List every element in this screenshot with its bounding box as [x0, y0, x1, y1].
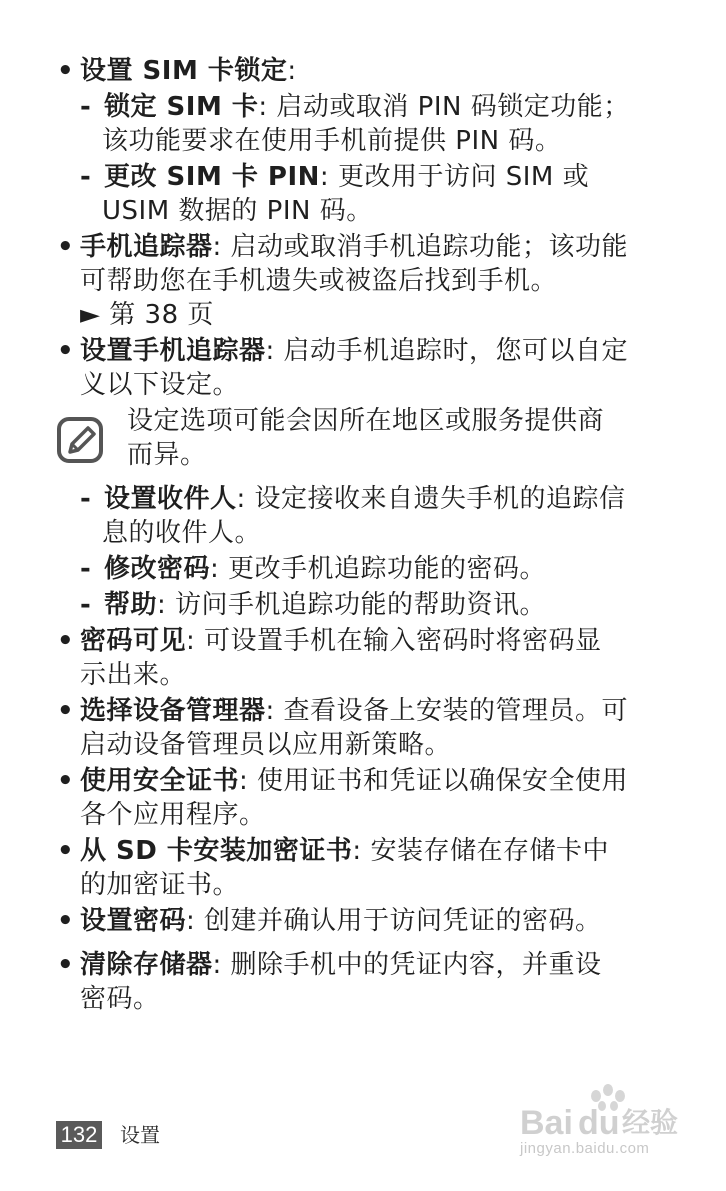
item-description: 启动或取消手机追踪功能；该功能 — [221, 232, 629, 262]
item-text-line: 密码。 — [80, 984, 160, 1014]
item-text-line: 示出来。 — [80, 660, 187, 690]
item-term: 清除存储器 — [80, 950, 213, 980]
note-text-line: 设定选项可能会因所在地区或服务提供商 — [127, 406, 605, 436]
item-term: 从 SD 卡安装加密证书 — [80, 836, 353, 866]
item-separator: : — [319, 162, 330, 192]
bullet-marker: • — [57, 232, 74, 262]
item-separator: : — [265, 336, 275, 366]
item-separator: : — [186, 626, 196, 656]
svg-text:Bai: Bai — [520, 1104, 573, 1142]
item-text-line — [80, 230, 628, 264]
item-text-line — [104, 552, 546, 586]
item-text-line: 息的收件人。 — [102, 518, 262, 548]
item-text-line — [104, 160, 589, 194]
note-pencil-icon — [56, 416, 104, 464]
item-description: 启动手机追踪时，您可以自定 — [274, 336, 629, 366]
item-separator: : — [352, 836, 362, 866]
item-text-line — [80, 624, 602, 658]
dash-marker: - — [80, 92, 91, 122]
item-description: 使用证书和凭证以确保安全使用 — [248, 766, 629, 796]
bullet-marker: • — [57, 336, 74, 366]
dash-marker: - — [80, 554, 91, 584]
svg-text:du: du — [578, 1104, 620, 1142]
item-text-line — [80, 694, 628, 728]
item-term: 手机追踪器 — [80, 232, 213, 262]
item-description: 查看设备上安装的管理员。可 — [274, 696, 629, 726]
svg-text:经验: 经验 — [622, 1106, 679, 1139]
item-text-line — [80, 54, 297, 88]
item-text-line — [80, 904, 602, 938]
item-separator: : — [236, 484, 246, 514]
item-description: 访问手机追踪功能的帮助资讯。 — [166, 590, 547, 620]
item-description: 安装存储在存储卡中 — [361, 836, 609, 866]
item-text-line: 义以下设定。 — [80, 370, 240, 400]
dash-marker: - — [80, 484, 91, 514]
item-text-line: 可帮助您在手机遗失或被盗后找到手机。 — [80, 266, 558, 296]
dash-marker: - — [80, 590, 91, 620]
item-text-line: ► 第 38 页 — [80, 300, 214, 330]
page-number: 132 — [56, 1121, 102, 1149]
bullet-marker: • — [57, 766, 74, 796]
item-text-line: USIM 数据的 PIN 码。 — [102, 196, 373, 226]
item-separator: : — [212, 950, 222, 980]
bullet-marker: • — [57, 696, 74, 726]
item-separator: : — [186, 906, 196, 936]
item-separator: : — [239, 766, 249, 796]
item-description: 创建并确认用于访问凭证的密码。 — [195, 906, 602, 936]
item-separator: : — [157, 590, 167, 620]
item-term: 设置收件人 — [104, 484, 237, 514]
item-term: 修改密码 — [104, 554, 211, 584]
item-term: 设置密码 — [80, 906, 187, 936]
note-text-line: 而异。 — [127, 440, 207, 470]
item-term: 锁定 SIM 卡 — [104, 92, 259, 122]
item-term: 设置手机追踪器 — [80, 336, 266, 366]
item-text-line: 的加密证书。 — [80, 870, 240, 900]
item-text-line: 该功能要求在使用手机前提供 PIN 码。 — [102, 126, 562, 156]
item-separator: : — [258, 92, 268, 122]
item-term: 使用安全证书 — [80, 766, 240, 796]
item-text-line: 启动设备管理员以应用新策略。 — [80, 730, 452, 760]
item-separator: : — [210, 554, 220, 584]
item-text-line — [104, 588, 546, 622]
item-text-line — [80, 334, 628, 368]
item-description: 更改用于访问 SIM 或 — [329, 162, 590, 192]
item-term: 帮助 — [104, 590, 158, 620]
item-description: 删除手机中的凭证内容，并重设 — [221, 950, 602, 980]
bullet-marker: • — [57, 906, 74, 936]
section-title: 设置 — [120, 1123, 160, 1147]
item-text-line — [104, 90, 630, 124]
item-term: 设置 SIM 卡锁定 — [80, 56, 288, 86]
item-term: 密码可见 — [80, 626, 187, 656]
item-description: 可设置手机在输入密码时将密码显 — [195, 626, 602, 656]
item-separator: : — [212, 232, 222, 262]
item-description: 设定接收来自遗失手机的追踪信 — [245, 484, 626, 514]
item-separator: : — [287, 56, 297, 86]
item-term: 更改 SIM 卡 PIN — [104, 162, 320, 192]
bullet-marker: • — [57, 950, 74, 980]
watermark-url: jingyan.baidu.com — [520, 1140, 650, 1157]
item-text-line — [80, 948, 602, 982]
item-text-line — [80, 764, 628, 798]
item-term: 选择设备管理器 — [80, 696, 266, 726]
bullet-marker: • — [57, 56, 74, 86]
bullet-marker: • — [57, 836, 74, 866]
item-text-line — [80, 834, 609, 868]
item-description: 更改手机追踪功能的密码。 — [219, 554, 547, 584]
item-text-line — [104, 482, 626, 516]
bullet-marker: • — [57, 626, 74, 656]
item-separator: : — [265, 696, 275, 726]
dash-marker: - — [80, 162, 91, 192]
item-description: 启动或取消 PIN 码锁定功能； — [267, 92, 630, 122]
item-text-line: 各个应用程序。 — [80, 800, 266, 830]
